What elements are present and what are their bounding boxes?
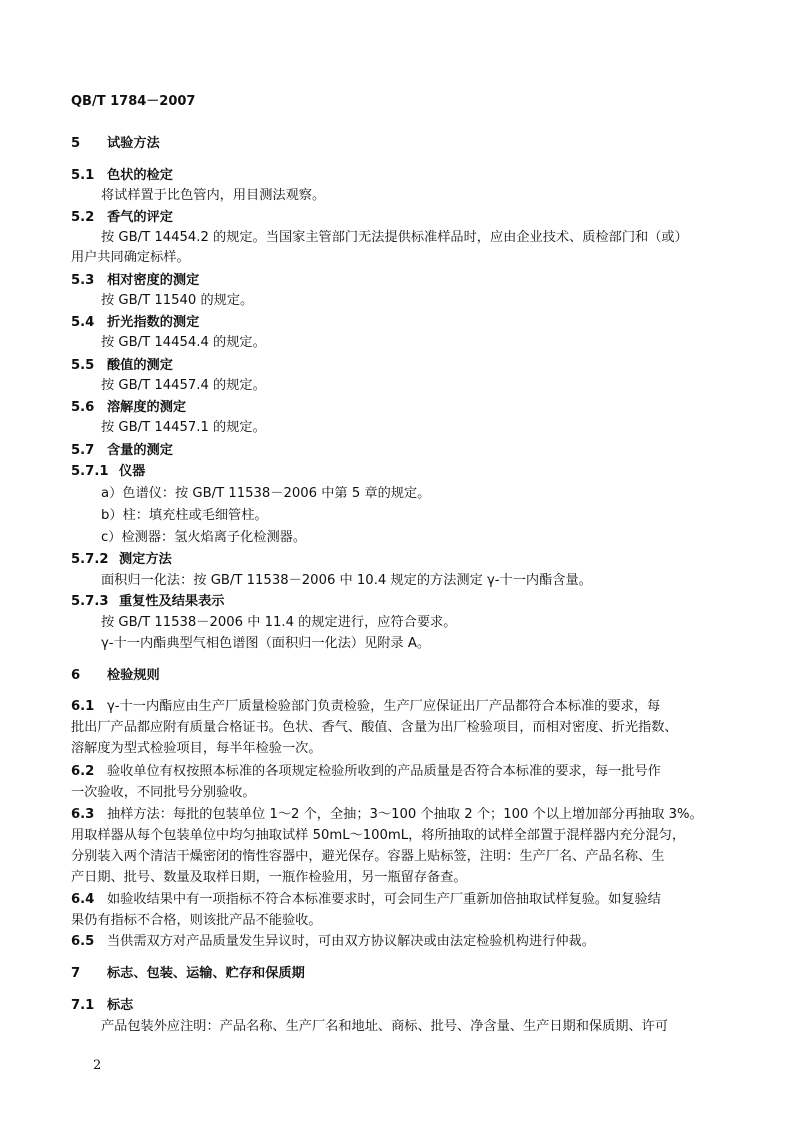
clause-title: 测定方法	[119, 552, 172, 567]
clause-number: 5.1	[71, 168, 95, 183]
clause-5-4-heading	[71, 313, 199, 333]
section-number: 5	[71, 136, 81, 151]
clause-title: 色状的检定	[107, 168, 173, 183]
clause-number: 5.7.1	[71, 464, 109, 479]
clause-5-7-3-body-line-1: 按 GB/T 11538－2006 中 11.4 的规定进行，应符合要求。	[101, 615, 457, 630]
clause-6-4-line-1	[71, 890, 661, 910]
clause-title: 仪器	[119, 464, 146, 479]
clause-title: 相对密度的测定	[107, 273, 200, 288]
clause-number: 5.3	[71, 273, 95, 288]
clause-5-7-heading	[71, 441, 173, 461]
clause-5-7-1-heading	[71, 462, 145, 482]
section-number: 7	[71, 966, 81, 981]
clause-title: 溶解度的测定	[107, 400, 187, 415]
clause-number: 5.7.3	[71, 594, 109, 609]
clause-5-2-body-line-2: 用户共同确定标样。	[71, 250, 190, 265]
clause-5-2-body-line-1: 按 GB/T 14454.2 的规定。当国家主管部门无法提供标准样品时，应由企业技术、质检部门和（或）	[101, 230, 688, 245]
list-item-c: c）检测器：氢火焰离子化检测器。	[101, 530, 307, 545]
section-6-heading	[71, 666, 160, 686]
section-5-heading	[71, 134, 160, 154]
clause-number: 6.2	[71, 764, 95, 779]
page-number: 2	[93, 1058, 102, 1073]
clause-5-5-body: 按 GB/T 14457.4 的规定。	[101, 378, 266, 393]
clause-title: 重复性及结果表示	[119, 594, 225, 609]
clause-7-1-heading	[71, 996, 133, 1016]
clause-6-2-line-2: 一次验收，不同批号分别验收。	[71, 785, 256, 800]
clause-number: 5.7.2	[71, 552, 109, 567]
clause-5-3-body: 按 GB/T 11540 的规定。	[101, 293, 254, 308]
clause-title: 标志	[107, 998, 134, 1013]
clause-5-5-heading	[71, 356, 173, 376]
clause-5-3-heading	[71, 271, 199, 291]
section-7-heading	[71, 964, 305, 984]
clause-6-1-line-3: 溶解度为型式检验项目，每半年检验一次。	[71, 741, 322, 756]
clause-title: 香气的评定	[107, 210, 173, 225]
clause-number: 5.4	[71, 315, 95, 330]
clause-5-6-body: 按 GB/T 14457.1 的规定。	[101, 420, 266, 435]
clause-text: γ-十一内酯应由生产厂质量检验部门负责检验，生产厂应保证出厂产品都符合本标准的要求，每	[107, 699, 661, 714]
clause-title: 酸值的测定	[107, 358, 173, 373]
clause-text: 当供需双方对产品质量发生异议时，可由双方协议解决或由法定检验机构进行仲裁。	[107, 934, 595, 949]
clause-text: 如验收结果中有一项指标不符合本标准要求时，可会同生产厂重新加倍抽取试样复验。如复验结	[107, 892, 661, 907]
section-number: 6	[71, 668, 81, 683]
section-title: 标志、包装、运输、贮存和保质期	[107, 966, 305, 981]
standard-code: QB/T 1784－2007	[71, 94, 196, 109]
clause-5-7-2-heading	[71, 550, 172, 570]
clause-6-5-line-1	[71, 932, 595, 952]
clause-number: 7.1	[71, 998, 95, 1013]
clause-5-7-3-heading	[71, 592, 225, 612]
clause-6-3-line-2: 用取样器从每个包装单位中均匀抽取试样 50mL～100mL，将所抽取的试样全部置于混样器内充分混匀，	[71, 828, 686, 843]
clause-5-1-heading	[71, 166, 173, 186]
clause-number: 5.2	[71, 210, 95, 225]
section-title: 试验方法	[107, 136, 160, 151]
clause-title: 折光指数的测定	[107, 315, 200, 330]
clause-6-2-line-1	[71, 762, 661, 782]
clause-5-7-2-body: 面积归一化法：按 GB/T 11538－2006 中 10.4 规定的方法测定 γ-十一内酯含量。	[101, 573, 592, 588]
clause-title: 含量的测定	[107, 443, 173, 458]
clause-6-4-line-2: 果仍有指标不合格，则该批产品不能验收。	[71, 913, 322, 928]
clause-6-3-line-1	[71, 805, 703, 825]
clause-number: 6.5	[71, 934, 95, 949]
section-title: 检验规则	[107, 668, 160, 683]
clause-6-1-line-1	[71, 697, 660, 717]
list-item-b: b）柱：填充柱或毛细管柱。	[101, 508, 268, 523]
clause-number: 6.1	[71, 699, 95, 714]
list-item-a: a）色谱仪：按 GB/T 11538－2006 中第 5 章的规定。	[101, 486, 431, 501]
clause-number: 6.3	[71, 807, 95, 822]
clause-5-7-3-body-line-2: γ-十一内酯典型气相色谱图（面积归一化法）见附录 A。	[101, 636, 431, 651]
clause-text: 抽样方法：每批的包装单位 1～2 个，全抽；3～100 个抽取 2 个；100 个以上增加部分再抽取 3%。	[107, 807, 703, 822]
clause-7-1-body: 产品包装外应注明：产品名称、生产厂名和地址、商标、批号、净含量、生产日期和保质期、许可	[101, 1019, 669, 1034]
clause-number: 5.6	[71, 400, 95, 415]
clause-6-3-line-3: 分别装入两个清洁干燥密闭的惰性容器中，避光保存。容器上贴标签，注明：生产厂名、产品名称、生	[71, 849, 665, 864]
clause-number: 6.4	[71, 892, 95, 907]
clause-5-6-heading	[71, 398, 186, 418]
clause-5-1-body: 将试样置于比色管内，用目测法观察。	[101, 188, 326, 203]
clause-number: 5.7	[71, 443, 95, 458]
clause-text: 验收单位有权按照本标准的各项规定检验所收到的产品质量是否符合本标准的要求，每一批号作	[107, 764, 661, 779]
clause-6-3-line-4: 产日期、批号、数量及取样日期，一瓶作检验用，另一瓶留存备查。	[71, 870, 467, 885]
clause-6-1-line-2: 批出厂产品都应附有质量合格证书。色状、香气、酸值、含量为出厂检验项目，而相对密度、折光指数、	[71, 720, 678, 735]
clause-5-4-body: 按 GB/T 14454.4 的规定。	[101, 335, 266, 350]
clause-number: 5.5	[71, 358, 95, 373]
clause-5-2-heading	[71, 208, 173, 228]
